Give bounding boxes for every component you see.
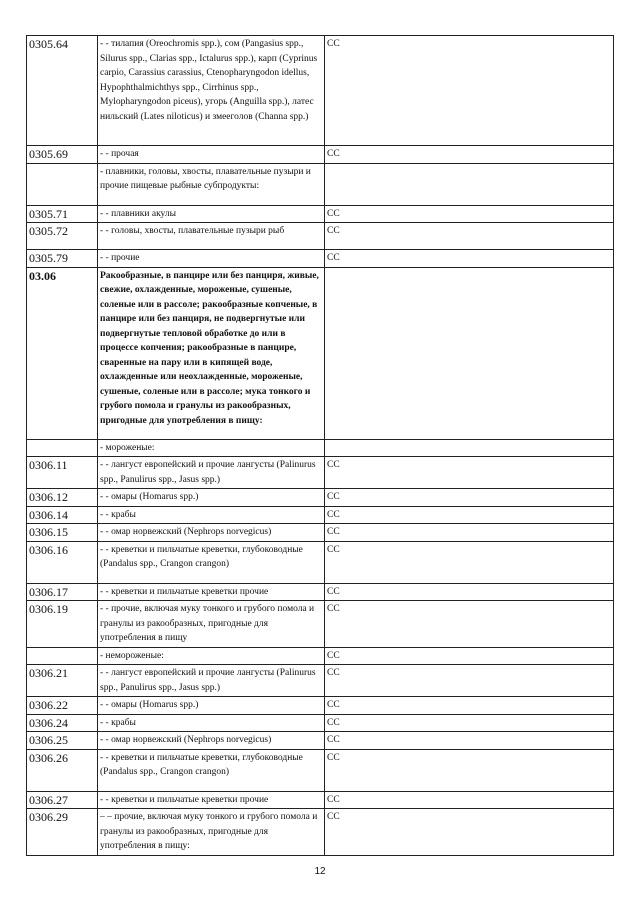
- table-row: [27, 36, 614, 146]
- rule-cell: СС: [325, 697, 614, 715]
- description-cell: - - омары (Homarus spp.): [98, 697, 325, 715]
- table-row: [27, 665, 614, 697]
- description-cell: - - омары (Homarus spp.): [98, 489, 325, 507]
- tariff-table: [26, 35, 614, 856]
- rule-cell: [325, 267, 614, 439]
- rule-cell: [325, 163, 614, 205]
- code-cell: 0306.26: [27, 749, 98, 791]
- table-row: [27, 250, 614, 268]
- rule-cell: СС: [325, 749, 614, 791]
- rule-cell: СС: [325, 809, 614, 856]
- code-cell: 0306.21: [27, 665, 98, 697]
- description-cell: - - креветки и пильчатые креветки, глубоководные (Pandalus spp., Crangon crangon): [98, 541, 325, 583]
- description-cell: - - омар норвежский (Nephrops norvegicus): [98, 732, 325, 750]
- description-cell: - плавники, головы, хвосты, плавательные пузыри и прочие пищевые рыбные субпродукты:: [98, 163, 325, 205]
- page-number: 12: [314, 866, 326, 877]
- code-cell: 0306.17: [27, 583, 98, 601]
- table-row: [27, 267, 614, 439]
- description-cell: – – прочие, включая муку тонкого и грубого помола и гранулы из ракообразных, пригодные для употребления в пищу:: [98, 809, 325, 856]
- table-row: [27, 791, 614, 809]
- rule-cell: СС: [325, 489, 614, 507]
- heading-description-cell: Ракообразные, в панцире или без панциря, живые, свежие, охлажденные, мороженые, сушеные, соленые или в рассоле; ракообразные копченые, в панцире или без панциря, не подвергнутые или подвергнутые тепловой обработке до или в процессе копчения; ракообразные в панцире, сваренные на пару или в кипящей воде, охлажденные или неохлажденные, мороженые, сушеные, соленые или в рассоле; мука тонкого и грубого помола и гранулы из ракообразных, пригодные для употребления в пищу:: [98, 267, 325, 439]
- table-row: [27, 163, 614, 205]
- table-row: [27, 524, 614, 542]
- table-row: [27, 601, 614, 648]
- description-cell: - - лангуст европейский и прочие лангусты (Palinurus spp., Panulirus spp., Jasus spp.): [98, 665, 325, 697]
- code-cell: 0305.79: [27, 250, 98, 268]
- code-cell: 0305.71: [27, 205, 98, 223]
- rule-cell: СС: [325, 205, 614, 223]
- table-row: [27, 809, 614, 856]
- description-cell: - - крабы: [98, 714, 325, 732]
- code-cell: 0306.27: [27, 791, 98, 809]
- rule-cell: СС: [325, 506, 614, 524]
- table-row: [27, 439, 614, 457]
- rule-cell: [325, 439, 614, 457]
- description-cell: - - креветки и пильчатые креветки, глубоководные (Pandalus spp., Crangon crangon): [98, 749, 325, 791]
- rule-cell: СС: [325, 146, 614, 164]
- rule-cell: СС: [325, 541, 614, 583]
- rule-cell: СС: [325, 524, 614, 542]
- heading-code-cell: 03.06: [27, 267, 98, 439]
- table-row: [27, 457, 614, 489]
- table-row: [27, 647, 614, 665]
- rule-cell: СС: [325, 791, 614, 809]
- table-row: [27, 223, 614, 250]
- rule-cell: СС: [325, 601, 614, 648]
- code-cell: [27, 647, 98, 665]
- code-cell: 0306.14: [27, 506, 98, 524]
- rule-cell: СС: [325, 647, 614, 665]
- description-cell: - мороженые:: [98, 439, 325, 457]
- code-cell: 0306.29: [27, 809, 98, 856]
- description-cell: - немороженые:: [98, 647, 325, 665]
- code-cell: 0305.69: [27, 146, 98, 164]
- rule-cell: СС: [325, 223, 614, 250]
- description-cell: - - лангуст европейский и прочие лангусты (Palinurus spp., Panulirus spp., Jasus spp.): [98, 457, 325, 489]
- code-cell: 0306.19: [27, 601, 98, 648]
- code-cell: 0306.24: [27, 714, 98, 732]
- code-cell: 0305.72: [27, 223, 98, 250]
- description-cell: - - прочая: [98, 146, 325, 164]
- table-row: [27, 583, 614, 601]
- code-cell: 0306.16: [27, 541, 98, 583]
- code-cell: [27, 439, 98, 457]
- table-row: [27, 205, 614, 223]
- code-cell: 0306.25: [27, 732, 98, 750]
- table-row: [27, 506, 614, 524]
- table-row: [27, 732, 614, 750]
- rule-cell: СС: [325, 714, 614, 732]
- description-cell: - - головы, хвосты, плавательные пузыри рыб: [98, 223, 325, 250]
- code-cell: 0306.15: [27, 524, 98, 542]
- code-cell: 0306.11: [27, 457, 98, 489]
- description-cell: - - креветки и пильчатые креветки прочие: [98, 791, 325, 809]
- description-cell: - - плавники акулы: [98, 205, 325, 223]
- table-row: [27, 714, 614, 732]
- description-cell: - - креветки и пильчатые креветки прочие: [98, 583, 325, 601]
- rule-cell: СС: [325, 457, 614, 489]
- code-cell: 0306.22: [27, 697, 98, 715]
- description-cell: - - омар норвежский (Nephrops norvegicus): [98, 524, 325, 542]
- rule-cell: СС: [325, 250, 614, 268]
- description-cell: - - прочие, включая муку тонкого и грубого помола и гранулы из ракообразных, пригодные для употребления в пищу: [98, 601, 325, 648]
- rule-cell: СС: [325, 36, 614, 146]
- table-row: [27, 541, 614, 583]
- table-row: [27, 749, 614, 791]
- description-cell: - - прочие: [98, 250, 325, 268]
- code-cell: 0305.64: [27, 36, 98, 146]
- table-row: [27, 697, 614, 715]
- code-cell: 0306.12: [27, 489, 98, 507]
- tariff-table-body: [27, 36, 614, 856]
- description-cell: - - тилапия (Oreochromis spp.), сом (Pangasius spp., Silurus spp., Clarias spp., Ictalurus spp.), карп (Cyprinus carpio, Carassius carassius, Ctenopharyngodon idellus, Hypophthalmichthys spp., Cirrhinus spp., Mylopharyngodon piceus), угорь (Anguilla spp.), латес нильский (Lates niloticus) и змееголов (Channa spp.): [98, 36, 325, 146]
- code-cell: [27, 163, 98, 205]
- rule-cell: СС: [325, 732, 614, 750]
- rule-cell: СС: [325, 583, 614, 601]
- table-row: [27, 146, 614, 164]
- table-row: [27, 489, 614, 507]
- description-cell: - - крабы: [98, 506, 325, 524]
- rule-cell: СС: [325, 665, 614, 697]
